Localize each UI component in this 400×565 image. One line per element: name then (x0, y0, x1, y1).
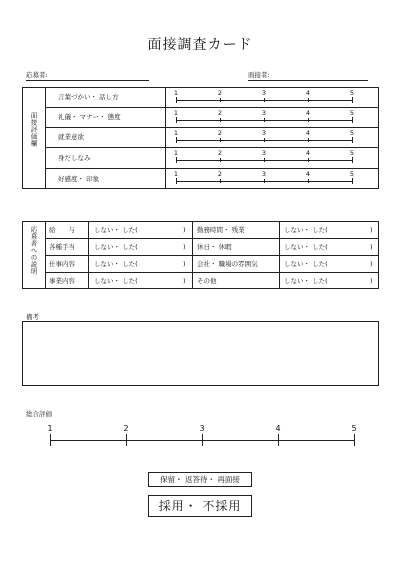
explanation-close-paren: ) (370, 226, 373, 234)
evaluation-scale-number: 5 (349, 109, 355, 117)
evaluation-scale-divider (165, 87, 166, 189)
evaluation-scale-number: 5 (349, 129, 355, 137)
evaluation-scale-tick (220, 138, 221, 142)
evaluation-scale-tick (352, 97, 353, 103)
overall-scale-tick (50, 434, 51, 446)
evaluation-item-label: 礼儀・ マナー・ 態度 (58, 113, 121, 121)
evaluation-item-label: 言葉づかい・ 話し方 (58, 93, 119, 101)
evaluation-scale-number: 4 (305, 149, 311, 157)
explanation-close-paren: ) (183, 277, 186, 285)
evaluation-scale-tick (220, 158, 221, 162)
evaluation-scale-number: 4 (305, 129, 311, 137)
evaluation-item-label: 就業意欲 (58, 133, 84, 141)
evaluation-scale-tick (308, 118, 309, 122)
evaluation-side-divider (45, 87, 46, 189)
evaluation-scale-tick (264, 138, 265, 142)
remarks-textarea[interactable] (22, 321, 379, 386)
evaluation-scale-number: 3 (261, 149, 267, 157)
overall-scale-number: 3 (199, 424, 205, 433)
evaluation-scale-tick (176, 97, 177, 103)
explanation-left-value: しない・ した( (94, 277, 138, 285)
overall-scale-number: 2 (123, 424, 129, 433)
explanation-right-item: 会社・ 職場の雰囲気 (197, 260, 258, 268)
evaluation-scale-tick (176, 137, 177, 143)
evaluation-scale-tick (264, 118, 265, 122)
explanation-right-item: 勤務時間・ 残業 (197, 226, 245, 234)
overall-scale-tick (354, 434, 355, 446)
explanation-right-value: しない・ した( (284, 260, 328, 268)
overall-scale-tick (202, 434, 203, 446)
evaluation-scale-number: 3 (261, 170, 267, 178)
explanation-right-value: しない・ した( (284, 243, 328, 251)
evaluation-scale-tick (264, 179, 265, 183)
applicant-field-line[interactable] (26, 80, 149, 81)
evaluation-scale-number: 1 (173, 149, 179, 157)
evaluation-scale-number: 4 (305, 89, 311, 97)
evaluation-scale-number: 4 (305, 109, 311, 117)
evaluation-scale-number: 2 (217, 149, 223, 157)
explanation-left-item: 仕事内容 (49, 260, 75, 268)
evaluation-scale-tick (352, 137, 353, 143)
explanation-right-value: しない・ した( (284, 226, 328, 234)
evaluation-scale-tick (176, 117, 177, 123)
explanation-close-paren: ) (370, 243, 373, 251)
overall-label: 総合評価 (26, 410, 52, 418)
evaluation-scale-number: 3 (261, 129, 267, 137)
evaluation-scale-tick (308, 158, 309, 162)
explanation-left-value: しない・ した( (94, 260, 138, 268)
explanation-left-item: 給 与 (49, 226, 75, 234)
evaluation-side-label: 面接評価欄 (29, 112, 38, 147)
explanation-right-item: その他 (197, 277, 217, 285)
pending-option-box[interactable]: 保留・ 返答待・ 再面接 (148, 472, 252, 487)
interviewer-label: 面接者: (248, 71, 270, 79)
evaluation-scale-tick (308, 138, 309, 142)
evaluation-scale-number: 3 (261, 109, 267, 117)
evaluation-scale-tick (220, 118, 221, 122)
explanation-left-value: しない・ した( (94, 226, 138, 234)
overall-scale-number: 1 (47, 424, 53, 433)
explanation-left-item: 各種手当 (49, 243, 75, 251)
applicant-label: 応募者: (26, 71, 48, 79)
overall-scale-tick (126, 434, 127, 446)
explanation-right-value: しない・ した( (284, 277, 328, 285)
explanation-close-paren: ) (183, 243, 186, 251)
overall-scale-number: 4 (275, 424, 281, 433)
evaluation-scale-tick (352, 157, 353, 163)
evaluation-scale-number: 1 (173, 89, 179, 97)
evaluation-scale-tick (352, 117, 353, 123)
explanation-close-paren: ) (183, 260, 186, 268)
evaluation-scale-tick (308, 179, 309, 183)
result-option-box[interactable]: 採用・ 不採用 (148, 495, 252, 517)
explanation-close-paren: ) (370, 260, 373, 268)
evaluation-scale-number: 5 (349, 149, 355, 157)
evaluation-scale-number: 2 (217, 89, 223, 97)
evaluation-scale-number: 1 (173, 170, 179, 178)
evaluation-scale-tick (264, 98, 265, 102)
evaluation-scale-tick (220, 179, 221, 183)
explanation-right-item: 休日・ 休暇 (197, 243, 232, 251)
explanation-left-item: 事業内容 (49, 277, 75, 285)
explanation-close-paren: ) (183, 226, 186, 234)
evaluation-scale-tick (308, 98, 309, 102)
evaluation-scale-number: 5 (349, 89, 355, 97)
evaluation-scale-tick (176, 178, 177, 184)
evaluation-scale-number: 4 (305, 170, 311, 178)
overall-scale-number: 5 (351, 424, 357, 433)
interviewer-field-line[interactable] (248, 80, 368, 81)
evaluation-scale-number: 2 (217, 109, 223, 117)
evaluation-scale-tick (176, 157, 177, 163)
evaluation-scale-number: 1 (173, 109, 179, 117)
evaluation-scale-number: 1 (173, 129, 179, 137)
evaluation-scale-tick (264, 158, 265, 162)
remarks-label: 備考 (26, 313, 39, 321)
evaluation-scale-number: 2 (217, 129, 223, 137)
evaluation-item-label: 好感度・ 印象 (58, 174, 100, 183)
evaluation-scale-tick (352, 178, 353, 184)
explanation-close-paren: ) (370, 277, 373, 285)
evaluation-scale-number: 5 (349, 170, 355, 178)
evaluation-item-label: 身だしなみ (58, 153, 91, 162)
explanation-left-value: しない・ した( (94, 243, 138, 251)
overall-scale-tick (278, 434, 279, 446)
evaluation-scale-number: 3 (261, 89, 267, 97)
page-title: 面接調査カード (147, 37, 253, 53)
explanation-side-label: 応募者への説明 (29, 226, 38, 275)
evaluation-scale-number: 2 (217, 170, 223, 178)
evaluation-scale-tick (220, 98, 221, 102)
